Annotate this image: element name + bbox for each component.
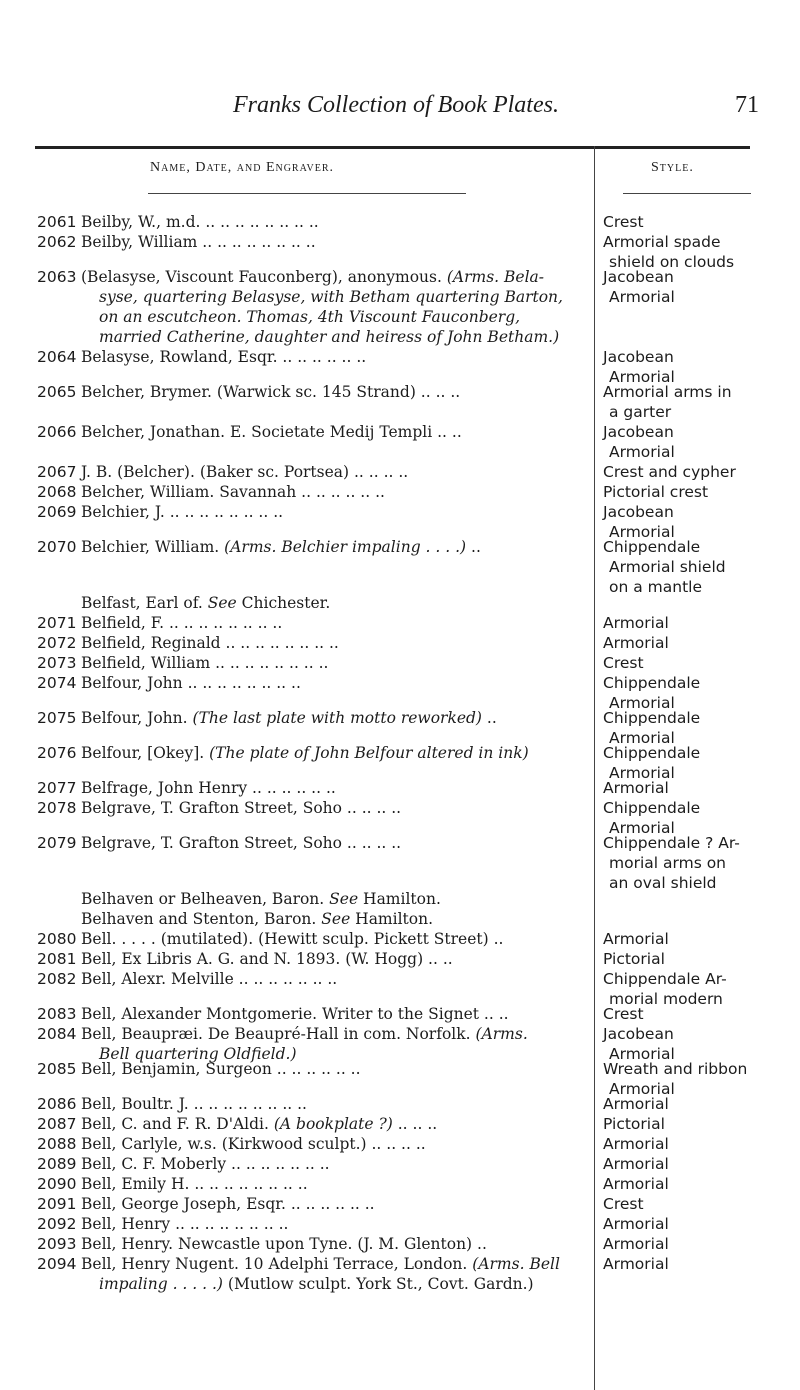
entry-style [603,502,793,542]
entry-description [81,482,589,502]
entry-italic-note: See [321,910,351,928]
entry-style [603,462,793,482]
entry-number: 2084 [37,1025,77,1043]
entry-tail: (Mutlow sculpt. York St., Covt. Gardn.) [222,1275,534,1293]
entry-number: 2062 [37,233,77,251]
entry-number: 2063 [37,268,77,286]
entry-style [603,1004,793,1024]
style-line: Armorial [609,368,675,386]
entry-style [603,708,793,748]
entry-number: 2090 [37,1175,77,1193]
style-line: Armorial spade [603,233,721,251]
entry-text: Bell, C. and F. R. D'Aldi. [81,1115,269,1133]
entry-description [81,537,589,557]
style-line: Armorial [603,634,669,652]
entry-text: Beilby, William .. .. .. .. .. .. .. .. [81,233,316,251]
style-line: Armorial [603,1155,669,1173]
entry-text: Belhaven or Belheaven, Baron. [81,890,325,908]
style-line: Jacobean [603,1025,674,1043]
entry-description [81,347,589,367]
entry-description [81,929,589,949]
style-line: Armorial [603,930,669,948]
entry-text: Belfour, John. [81,709,188,727]
entry-italic-note: impaling . . . . .) [99,1275,223,1293]
entry-text: Bell, Henry .. .. .. .. .. .. .. .. [81,1215,289,1233]
style-line: Armorial [609,819,675,837]
entry-italic-note: (Arms. Bela- [446,268,544,286]
entry-number: 2085 [37,1060,77,1078]
entry-tail: .. .. .. [392,1115,438,1133]
entry-number: 2064 [37,348,77,366]
entry-description [81,1254,589,1294]
style-line: Armorial [609,764,675,782]
entry-number: 2072 [37,634,77,652]
entry-italic-note: (The last plate with motto reworked) [192,709,482,727]
entry-description [81,232,589,252]
entry-style [603,1114,793,1134]
entry-number: 2073 [37,654,77,672]
entry-style [603,1154,793,1174]
style-line: Armorial [603,614,669,632]
entry-italic-note: See [207,594,237,612]
entry-text: Belcher, Jonathan. E. Societate Medij Templi .. .. [81,423,462,441]
style-line: Armorial [609,1080,675,1098]
style-line: Armorial [609,288,675,306]
style-line: Chippendale [603,538,701,556]
entry-description [81,833,589,853]
entry-number: 2082 [37,970,77,988]
entry-description [81,1004,589,1024]
entry-text: Bell, Beaupræi. De Beaupré-Hall in com. Norfolk. [81,1025,471,1043]
entry-text: Belfield, Reginald .. .. .. .. .. .. .. .. [81,634,339,652]
entry-text: Bell, Carlyle, w.s. (Kirkwood sculpt.) .. .. .. .. [81,1135,426,1153]
entry-number: 2068 [37,483,77,501]
entry-number: 2070 [37,538,77,556]
entry-style [603,673,793,713]
entry-text: Beilby, W., m.d. .. .. .. .. .. .. .. .. [81,213,319,231]
entry-italic-note: (Arms. Belchier impaling . . . .) [224,538,467,556]
entry-text: Bell, Benjamin, Surgeon .. .. .. .. .. .. [81,1060,361,1078]
style-line: Pictorial [603,1115,665,1133]
entry-text: Bell, Emily H. .. .. .. .. .. .. .. .. [81,1175,308,1193]
entry-number: 2087 [37,1115,77,1133]
entry-description [81,613,589,633]
entry-continuation-line: Bell quartering Oldfield.) [99,1045,297,1063]
entry-style [603,482,793,502]
entry-style [603,778,793,798]
entry-text: Belfast, Earl of. [81,594,203,612]
entry-description [81,1094,589,1114]
entry-tail: .. [481,709,497,727]
entry-style [603,743,793,783]
entry-description [81,212,589,232]
entry-style [603,1194,793,1214]
running-header [0,92,800,132]
style-line: morial modern [609,990,723,1008]
entry-text: Bell, C. F. Moberly .. .. .. .. .. .. .. [81,1155,330,1173]
entry-text: Belasyse, Rowland, Esqr. .. .. .. .. .. .. [81,348,367,366]
entry-number: 2061 [37,213,77,231]
entry-text: Belfour, John .. .. .. .. .. .. .. .. [81,674,301,692]
entry-description [81,889,589,909]
entry-style [603,633,793,653]
style-line: Armorial [609,523,675,541]
style-line: shield on clouds [609,253,735,271]
style-line: Pictorial [603,950,665,968]
entry-number: 2067 [37,463,77,481]
style-line: Chippendale Ar- [603,970,727,988]
entry-number: 2071 [37,614,77,632]
entry-style [603,833,793,893]
entry-description [81,1174,589,1194]
entry-italic-note: (A bookplate ?) [273,1115,393,1133]
entry-tail: Hamilton. [350,910,434,928]
header-rule-right [623,193,751,194]
entry-description [81,708,589,728]
entry-tail: Chichester. [236,594,331,612]
style-line: Jacobean [603,268,674,286]
style-line: Chippendale [603,799,701,817]
entry-continuation-line [81,1274,589,1294]
entry-tail: .. [466,538,481,556]
entry-text: Belcher, William. Savannah .. .. .. .. .. .. [81,483,385,501]
style-line: Armorial [603,1095,669,1113]
style-line: Armorial [609,443,675,461]
style-line: Crest [603,654,644,672]
entry-style [603,1254,793,1274]
entry-description [81,743,589,763]
style-line: Crest [603,213,644,231]
entry-description [81,1114,589,1134]
style-line: Armorial [609,1045,675,1063]
entry-description [81,593,589,613]
entry-text: Bell, Ex Libris A. G. and N. 1893. (W. Hogg) .. .. [81,950,453,968]
entry-text: Belhaven and Stenton, Baron. [81,910,317,928]
entry-text: Bell, Henry Nugent. 10 Adelphi Terrace, London. [81,1255,468,1273]
entry-number: 2093 [37,1235,77,1253]
entry-style [603,267,793,307]
entry-description [81,1234,589,1254]
entry-style [603,1234,793,1254]
entry-number: 2086 [37,1095,77,1113]
top-rule [35,146,750,149]
running-title: Franks Collection of Book Plates. [233,92,559,118]
entry-text: Belfield, William .. .. .. .. .. .. .. .. [81,654,329,672]
style-line: Chippendale [603,674,701,692]
entry-style [603,382,793,422]
entry-style [603,613,793,633]
entry-number: 2080 [37,930,77,948]
entry-text: Belchier, J. .. .. .. .. .. .. .. .. [81,503,284,521]
entry-number: 2075 [37,709,77,727]
entry-description [81,1154,589,1174]
style-line: Chippendale [603,709,701,727]
entry-number: 2079 [37,834,77,852]
style-line: Crest and cypher [603,463,736,481]
style-line: morial arms on [609,854,726,872]
entry-italic-note: See [329,890,359,908]
style-line: Chippendale [603,744,701,762]
entry-style [603,949,793,969]
style-line: Armorial [603,1135,669,1153]
entry-description [81,1214,589,1234]
entry-text: Belfrage, John Henry .. .. .. .. .. .. [81,779,336,797]
entry-style [603,1094,793,1114]
entry-description [81,267,589,347]
entry-text: Bell, Alexr. Melville .. .. .. .. .. .. .. [81,970,338,988]
column-header-name: Name, Date, and Engraver. [150,160,335,175]
entry-description [81,969,589,989]
entry-text: Bell, George Joseph, Esqr. .. .. .. .. .. .. [81,1195,375,1213]
style-line: Jacobean [603,348,674,366]
entry-number: 2077 [37,779,77,797]
entry-description [81,502,589,522]
entry-text: Belcher, Brymer. (Warwick sc. 145 Strand) .. .. .. [81,383,461,401]
entry-text: Belfield, F. .. .. .. .. .. .. .. .. [81,614,283,632]
entry-text: J. B. (Belcher). (Baker sc. Portsea) .. .. .. .. [81,463,409,481]
entry-style [603,1059,793,1099]
entry-description [81,653,589,673]
entry-continuation-line: syse, quartering Belasyse, with Betham quartering Barton, [99,288,563,306]
entry-number: 2066 [37,423,77,441]
entry-style [603,1134,793,1154]
style-line: Armorial arms in [603,383,732,401]
entry-style [603,1024,793,1064]
style-line: on a mantle [609,578,702,596]
entry-style [603,969,793,1009]
entry-description [81,778,589,798]
style-line: Armorial [609,729,675,747]
style-line: Armorial [603,1255,669,1273]
entry-number: 2091 [37,1195,77,1213]
style-line: Armorial [603,1175,669,1193]
style-line: an oval shield [609,874,717,892]
entry-continuation-line: on an escutcheon. Thomas, 4th Viscount Fauconberg, [99,308,521,326]
entry-text: Belchier, William. [81,538,220,556]
entry-description [81,909,589,929]
entry-style [603,1214,793,1234]
entry-description [81,949,589,969]
entry-style [603,1174,793,1194]
entry-style [603,929,793,949]
style-line: Wreath and ribbon [603,1060,748,1078]
entry-number: 2076 [37,744,77,762]
entry-italic-note: (Arms. Bell [472,1255,560,1273]
style-line: Armorial [603,1215,669,1233]
entry-description [81,382,589,402]
style-line: Armorial [609,694,675,712]
entry-number: 2074 [37,674,77,692]
entry-description [81,1024,589,1064]
entry-number: 2065 [37,383,77,401]
entry-continuation-line: married Catherine, daughter and heiress of John Betham.) [99,328,560,346]
entry-italic-note: (The plate of John Belfour altered in ink) [209,744,529,762]
entry-text: Bell. . . . . (mutilated). (Hewitt sculp. Pickett Street) .. [81,930,504,948]
style-line: Jacobean [603,423,674,441]
entry-text: Bell, Alexander Montgomerie. Writer to the Signet .. .. [81,1005,509,1023]
style-line: Armorial shield [609,558,726,576]
style-line: a garter [609,403,672,421]
entry-description [81,633,589,653]
style-line: Crest [603,1005,644,1023]
entry-text: (Belasyse, Viscount Fauconberg), anonymous. [81,268,442,286]
entry-description [81,798,589,818]
entry-style [603,422,793,462]
entry-number: 2081 [37,950,77,968]
entry-tail: Hamilton. [358,890,441,908]
column-header-style: Style. [651,160,694,175]
entry-description [81,673,589,693]
entry-text: Bell, Henry. Newcastle upon Tyne. (J. M. Glenton) .. [81,1235,487,1253]
entry-text: Belgrave, T. Grafton Street, Soho .. .. .. .. [81,799,402,817]
entry-description [81,462,589,482]
entry-number: 2092 [37,1215,77,1233]
entry-text: Belfour, [Okey]. [81,744,205,762]
entry-number: 2083 [37,1005,77,1023]
entry-style [603,232,793,272]
column-divider [594,146,595,1390]
entry-description [81,1059,589,1079]
header-rule-left [148,193,466,194]
entry-style [603,798,793,838]
entry-number: 2089 [37,1155,77,1173]
entry-style [603,537,793,597]
entry-description [81,422,589,442]
style-line: Armorial [603,1235,669,1253]
entry-style [603,347,793,387]
style-line: Crest [603,1195,644,1213]
entry-number: 2078 [37,799,77,817]
style-line: Armorial [603,779,669,797]
entry-text: Bell, Boultr. J. .. .. .. .. .. .. .. .. [81,1095,307,1113]
entry-number: 2088 [37,1135,77,1153]
entry-number: 2094 [37,1255,77,1273]
entry-style [603,212,793,232]
entry-number: 2069 [37,503,77,521]
style-line: Chippendale ? Ar- [603,834,740,852]
entry-description [81,1194,589,1214]
entry-description [81,1134,589,1154]
entry-text: Belgrave, T. Grafton Street, Soho .. .. .. .. [81,834,402,852]
page-number: 71 [735,92,759,118]
entry-style [603,653,793,673]
entry-italic-note: (Arms. [475,1025,528,1043]
style-line: Jacobean [603,503,674,521]
style-line: Pictorial crest [603,483,709,501]
